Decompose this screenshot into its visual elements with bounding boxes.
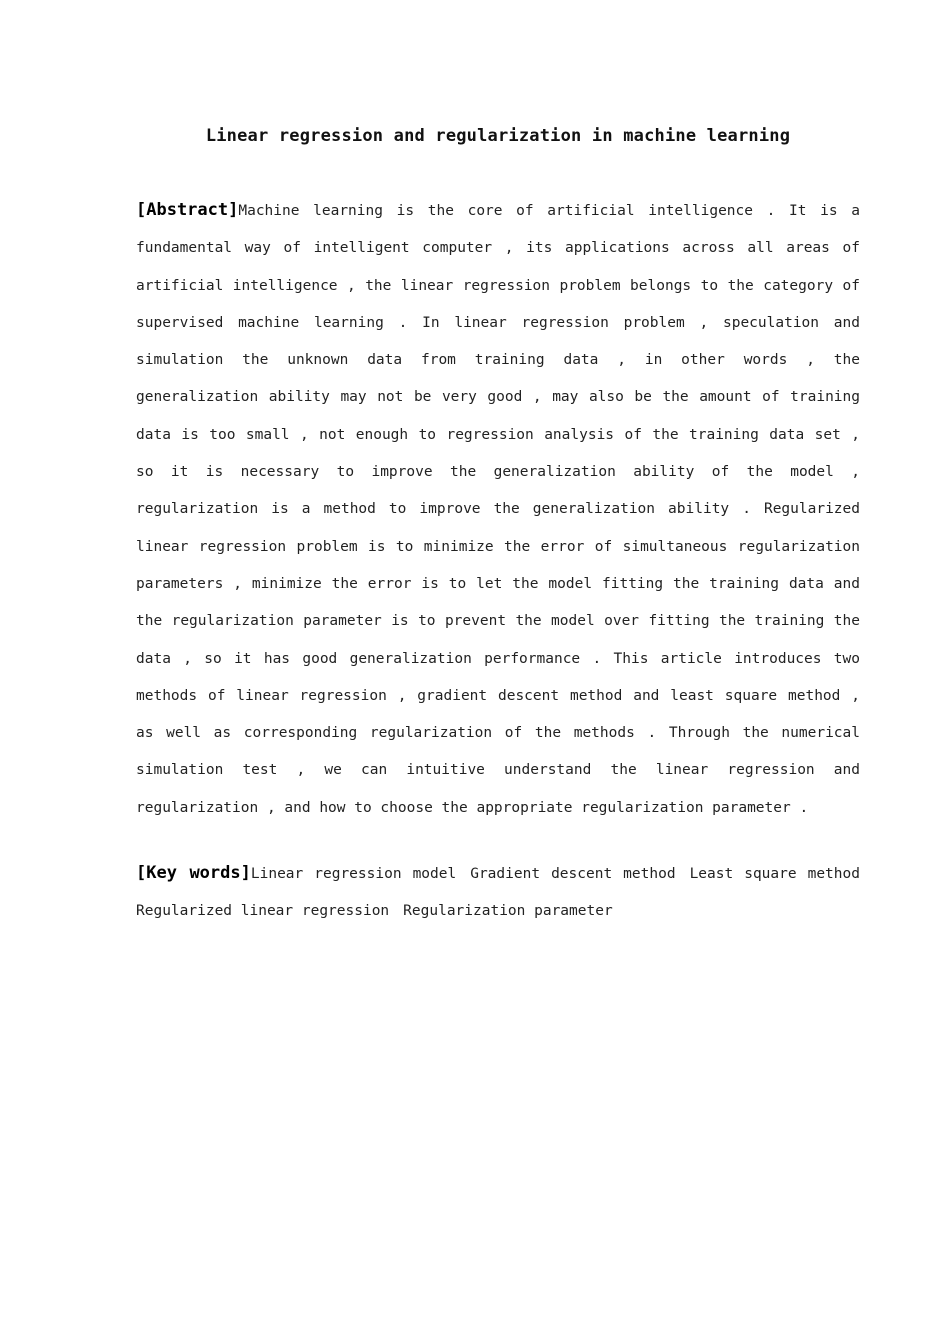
abstract-paragraph [136, 192, 860, 827]
keywords-paragraph [136, 855, 860, 930]
abstract-label: [Abstract] [136, 200, 239, 220]
keyword-item: Least square method [689, 866, 860, 882]
keyword-item: Regularization parameter [403, 903, 613, 919]
keyword-item: Regularized linear regression [136, 903, 390, 919]
keyword-item: Gradient descent method [470, 866, 676, 882]
keyword-item: Linear regression model [250, 866, 457, 882]
document-title: Linear regression and regularization in machine learning [205, 126, 791, 146]
keywords-label: [Key words] [136, 863, 251, 883]
abstract-text: Machine learning is the core of artificial intelligence . It is a fundamental way of intelligent computer , its applications across all areas of artificial intelligence , the linear regression problem belongs to the category of supervised machine learning . In linear regression problem , speculation and simulation the unknown data from training data , in other words , the generalization ability may not be very good , may also be the amount of training data is too small , not enough to regression analysis of the training data set , so it is necessary to improve the generalization ability of the model , regularization is a method to improve the generalization ability . Regularized linear regression problem is to minimize the error of simultaneous regularization parameters , minimize the error is to let the model fitting the training data and the regularization parameter is to prevent the model over fitting the training the data , so it has good generalization performance . This article introduces two methods of linear regression , gradient descent method and least square method , as well as corresponding regularization of the methods . Through the numerical simulation test , we can intuitive understand the linear regression and regularization , and how to choose the appropriate regularization parameter . [136, 203, 860, 816]
